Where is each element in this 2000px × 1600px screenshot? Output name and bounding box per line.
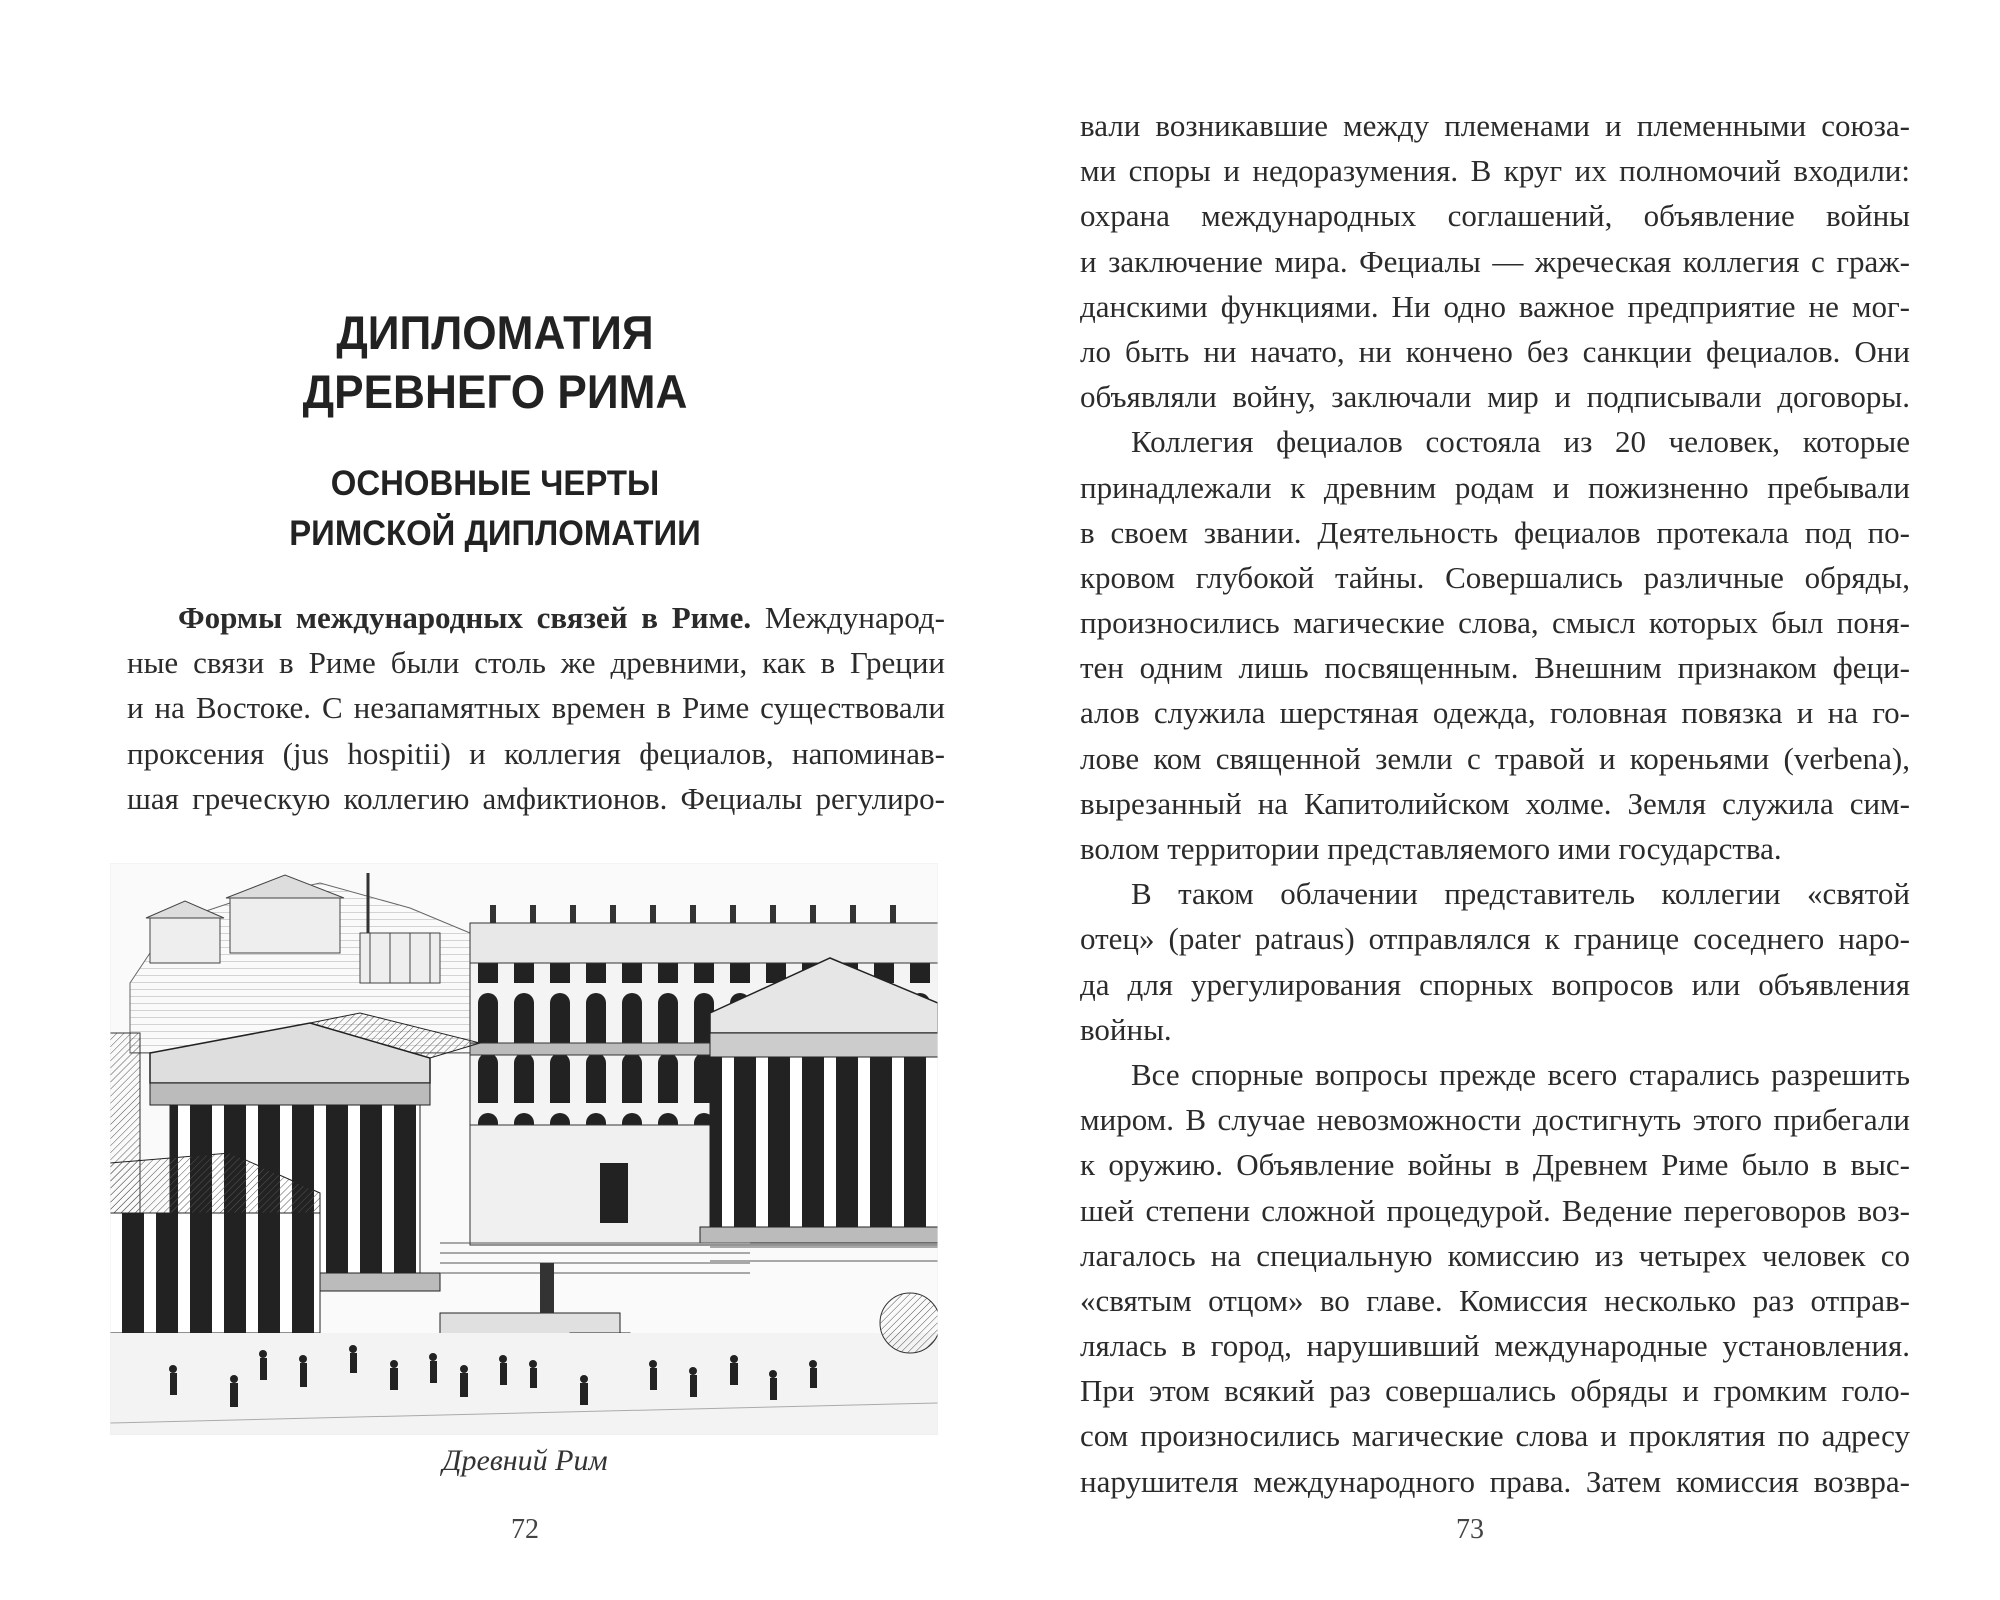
text-line: нарушителя международного права. Затем комиссия возвра-: [1080, 1463, 1910, 1499]
text-line: волом территории представляемого ими государства.: [1080, 831, 1782, 866]
text-line: вали возникавшие между племенами и племенными союза-: [1080, 108, 1910, 143]
text-line: ми споры и недоразумения. В круг их полномочий входили:: [1080, 153, 1910, 189]
text-line: в своем звании. Деятельность фециалов протекала под по-: [1080, 514, 1910, 550]
text-line: да для урегулирования спорных вопросов или объявления: [1080, 966, 1910, 1002]
chapter-title-line: ДРЕВНЕГО РИМА: [302, 365, 688, 418]
text-line: принадлежали к древним родам и пожизненно пребывали: [1080, 469, 1910, 505]
run-in-heading: Формы международных связей в Риме.: [178, 600, 752, 635]
text-line: кровом глубокой тайны. Совершались различные обряды,: [1080, 559, 1910, 595]
section-title-line: ОСНОВНЫЕ ЧЕРТЫ: [330, 464, 660, 503]
text-line: ные связи в Риме были столь же древними, как в Греции: [127, 645, 945, 681]
text-line: «святым отцом» во главе. Комиссия несколько раз отправ-: [1080, 1282, 1910, 1318]
text-line: лове ком священной земли с травой и кореньями (verbena),: [1080, 740, 1910, 776]
text-line: объявляли войну, заключали мир и подписывали договоры.: [1080, 379, 1910, 415]
right-body-text: [1080, 103, 1910, 1504]
text-line: и заключение мира. Фециалы — жреческая коллегия с граж-: [1080, 243, 1910, 279]
text-line: и на Востоке. С незапамятных времен в Риме существовали: [127, 690, 945, 726]
section-title-line: РИМСКОЙ ДИПЛОМАТИИ: [289, 514, 701, 553]
text-line: миром. В случае невозможности достигнуть этого прибегали: [1080, 1102, 1910, 1138]
text-line: отец» (pater patraus) отправлялся к границе соседнего наро-: [1080, 921, 1910, 957]
page-number-left: 72: [511, 1514, 539, 1545]
text-line: лагалось на специальную комиссию из четырех человек со: [1080, 1237, 1910, 1273]
text-line: вырезанный на Капитолийском холме. Земля служила сим-: [1080, 785, 1910, 821]
text-line: к оружию. Объявление войны в Древнем Риме было в выс-: [1080, 1147, 1910, 1183]
text-line: ло быть ни начато, ни кончено без санкции фециалов. Они: [1080, 333, 1910, 369]
text-line: тен одним лишь посвященным. Внешним признаком феци-: [1080, 650, 1910, 686]
text-line: В таком облачении представитель коллегии «святой: [1131, 876, 1910, 912]
text-line: охрана международных соглашений, объявление войны: [1080, 198, 1910, 234]
text-line: лялась в город, нарушивший международные установления.: [1080, 1328, 1910, 1364]
text-line: Коллегия фециалов состояла из 20 человек, которые: [1131, 424, 1910, 460]
page-number-right: 73: [1456, 1514, 1484, 1545]
ancient-rome-engraving: [110, 863, 938, 1435]
text-span: Международ-: [764, 600, 945, 635]
text-line: Все спорные вопросы прежде всего старались разрешить: [1131, 1056, 1910, 1092]
chapter-title-line: ДИПЛОМАТИЯ: [336, 306, 654, 359]
left-body-text: [127, 595, 945, 821]
text-line: шей степени сложной процедурой. Ведение переговоров воз-: [1080, 1192, 1910, 1228]
text-line: алов служила шерстяная одежда, головная повязка и на го-: [1080, 695, 1910, 731]
figure-caption: Древний Рим: [442, 1444, 608, 1477]
text-line: [127, 595, 945, 640]
text-line: шая греческую коллегию амфиктионов. Фециалы регулиро-: [127, 780, 945, 816]
text-line: данскими функциями. Ни одно важное предприятие не мог-: [1080, 288, 1910, 324]
right-page: [1010, 0, 2000, 1600]
text-line: произносились магические слова, смысл которых был поня-: [1080, 605, 1910, 641]
text-line: сом произносились магические слова и проклятия по адресу: [1080, 1418, 1910, 1454]
text-line: проксения (jus hospitii) и коллегия фециалов, напоминав-: [127, 735, 945, 771]
text-line: При этом всякий раз совершались обряды и громким голо-: [1080, 1373, 1910, 1409]
engraving-drawing: [110, 863, 938, 1435]
chapter-title: [124, 303, 867, 421]
section-title: [124, 459, 867, 559]
text-line: войны.: [1080, 1011, 1172, 1047]
